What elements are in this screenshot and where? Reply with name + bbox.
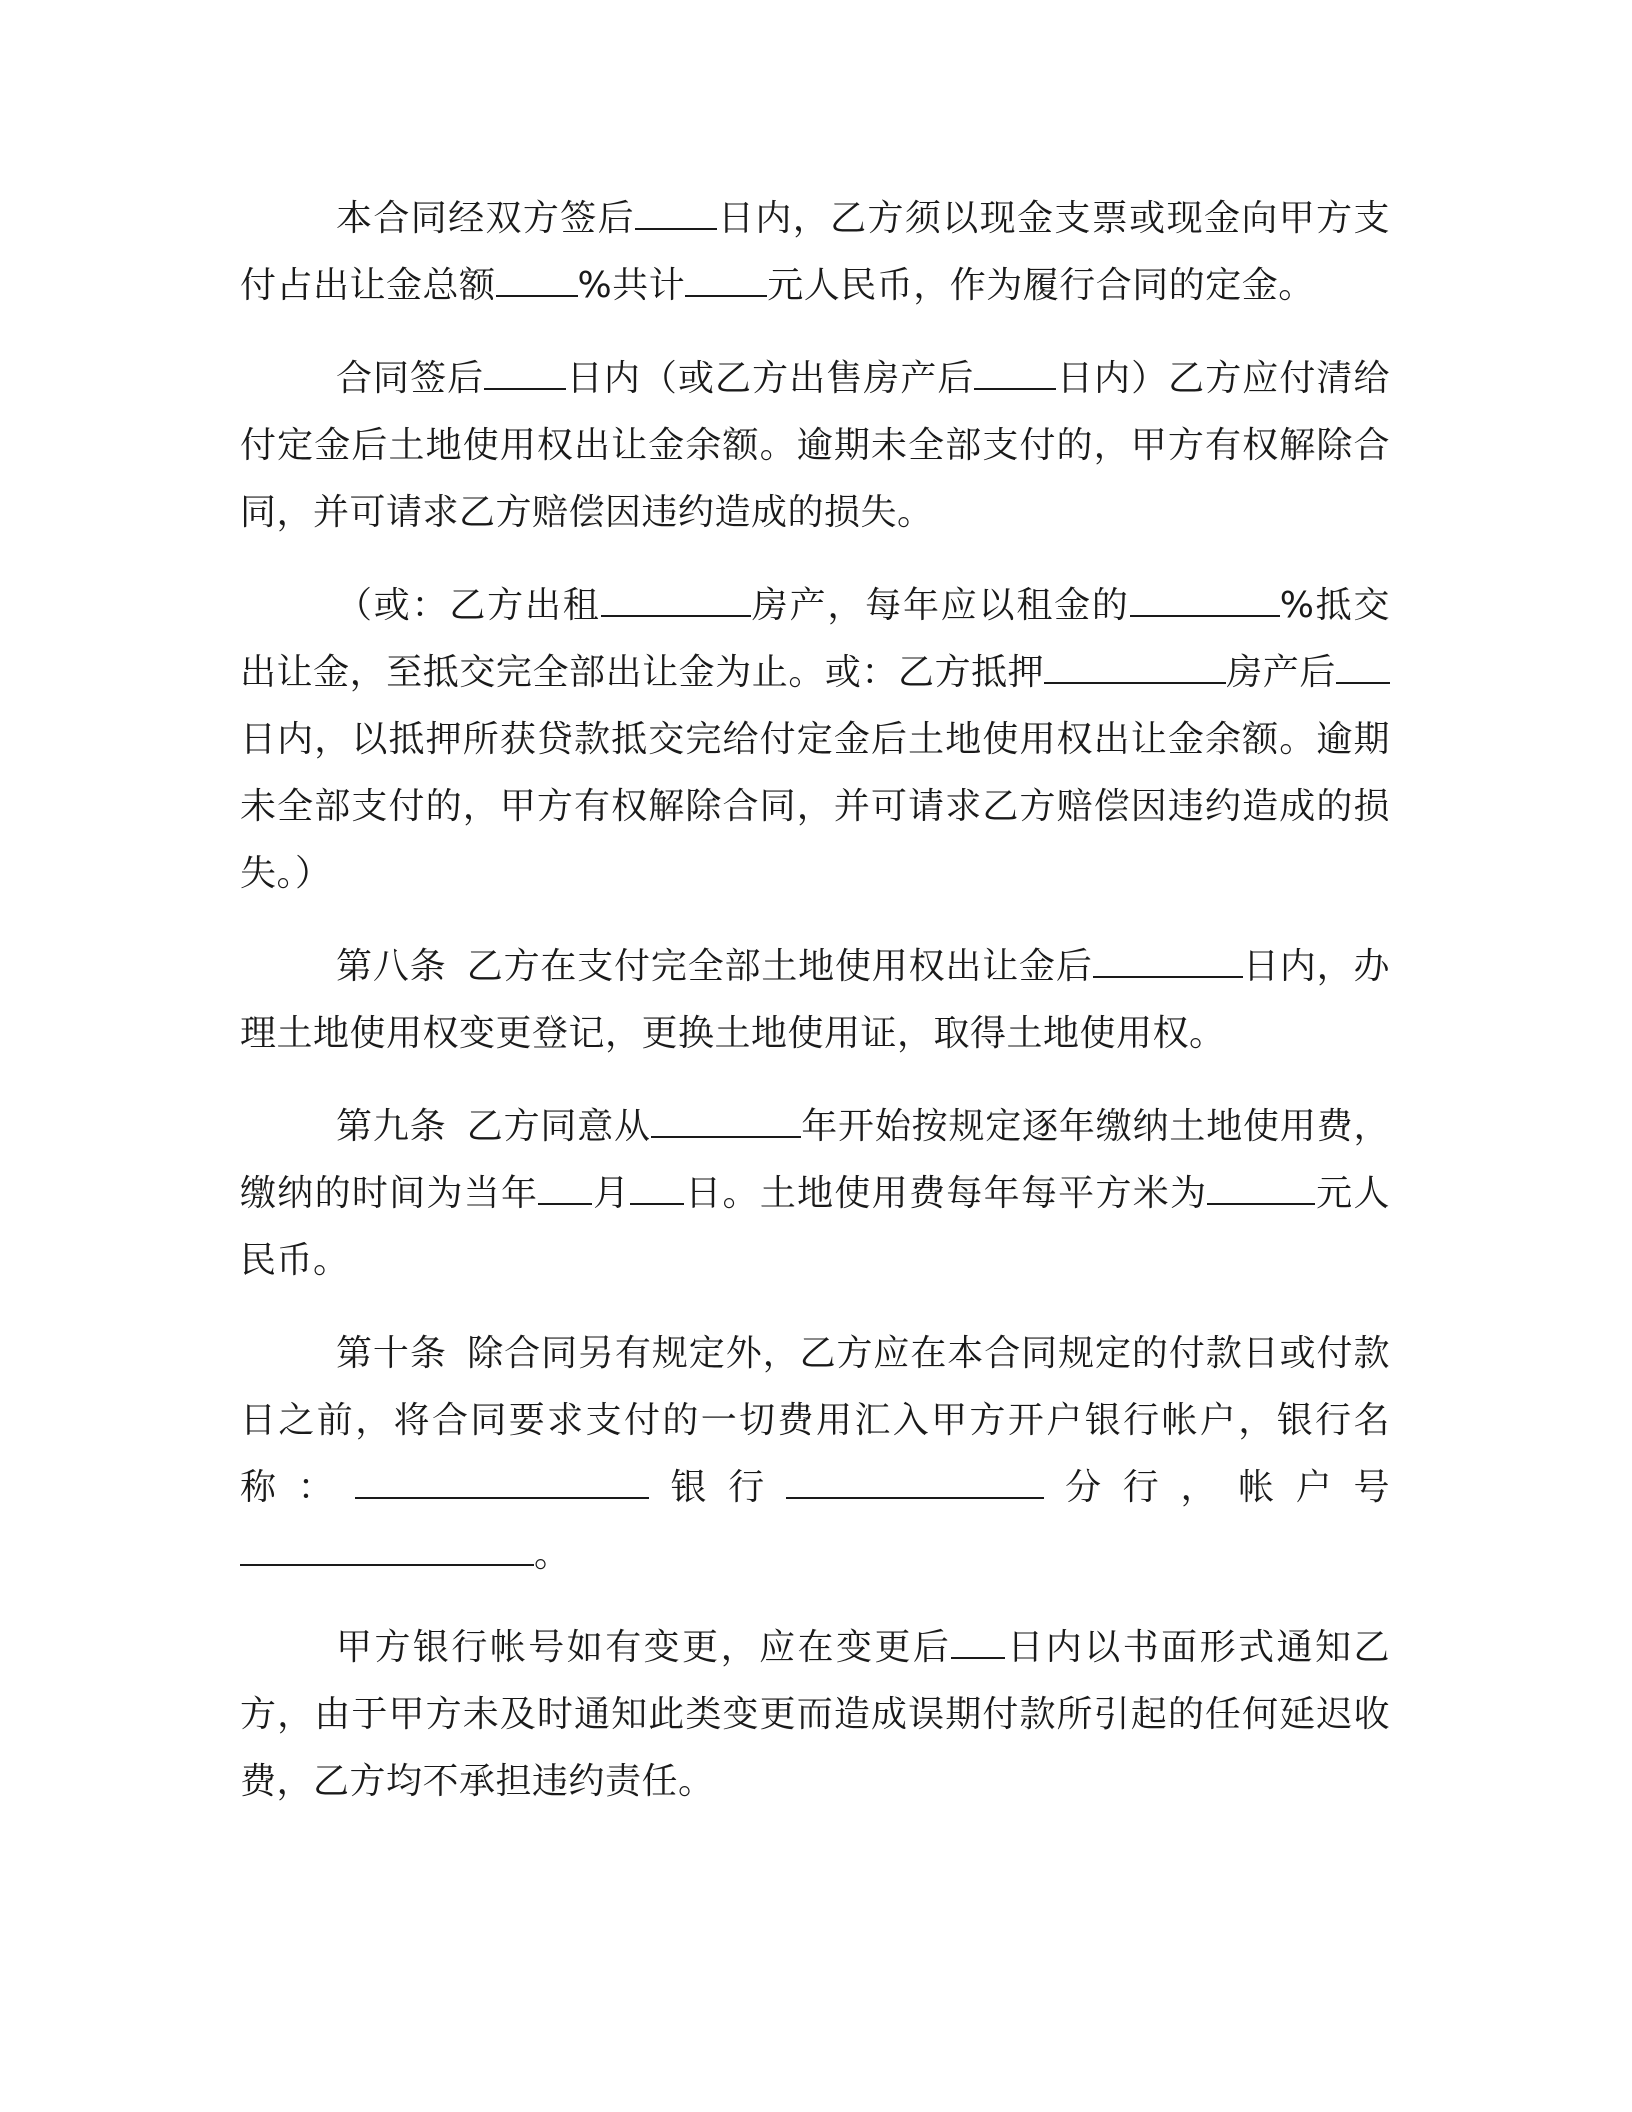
text-fragment: 日内）乙方应付清给付定金后土地使用权出让金余额。逾期未全部支付的，甲方有权解除合同，并可请求乙方赔偿因违约造成的损失。: [240, 358, 1390, 533]
blank-field-percent[interactable]: [496, 265, 578, 297]
blank-field-property[interactable]: [601, 585, 751, 617]
text-fragment: 年开始按规定逐年缴纳土地使用费，缴纳的时间为当年: [240, 1106, 1390, 1214]
text-fragment: 日。土地使用费每年每平方米为: [684, 1173, 1208, 1214]
article-heading: 第九条: [336, 1106, 447, 1147]
text-fragment: %抵交出让金，至抵交完全部出让金为止。或：乙方抵押: [240, 585, 1390, 693]
text-fragment: 乙方在支付完全部土地使用权出让金后: [466, 946, 1093, 987]
blank-field-month[interactable]: [538, 1173, 592, 1205]
paragraph-account-change: [240, 1614, 1390, 1815]
blank-field-amount[interactable]: [685, 265, 767, 297]
text-fragment: 日内以书面形式通知乙方，由于甲方未及时通知此类变更而造成误期付款所引起的任何延迟收费，乙方均不承担违约责任。: [240, 1627, 1390, 1802]
blank-field-fee[interactable]: [1207, 1173, 1315, 1205]
text-fragment: 日内，办理土地使用权变更登记，更换土地使用证，取得土地使用权。: [240, 946, 1390, 1054]
text-fragment: 日内，乙方须以现金支票或现金向甲方支付占出让金总额: [240, 198, 1390, 306]
blank-field-day[interactable]: [630, 1173, 684, 1205]
text-fragment: 合同签后: [336, 358, 485, 399]
text-fragment: 日内，以抵押所获贷款抵交完给付定金后土地使用权出让金余额。逾期未全部支付的，甲方有权解除合同，并可请求乙方赔偿因违约造成的损失。）: [240, 719, 1390, 894]
blank-field-account-number[interactable]: [240, 1534, 534, 1566]
paragraph-alternative-payment: [240, 572, 1390, 907]
text-fragment: 甲方银行帐号如有变更，应在变更后: [336, 1627, 952, 1668]
blank-field-year[interactable]: [651, 1106, 801, 1138]
text-fragment: 除合同另有规定外，乙方应在本合同规定的付款日或付款日之前，将合同要求支付的一切费用汇入甲方开户银行帐户，银行名称：: [240, 1333, 1390, 1508]
blank-field-days[interactable]: [974, 358, 1056, 390]
blank-field-percent[interactable]: [1130, 585, 1280, 617]
paragraph-article-8: [240, 933, 1390, 1067]
text-fragment: 分行，帐户号: [1043, 1467, 1390, 1508]
paragraph-deposit: [240, 185, 1390, 319]
blank-field-bank-name[interactable]: [355, 1467, 649, 1499]
text-fragment: %共计: [577, 265, 686, 306]
text-fragment: 房产，每年应以租金的: [750, 585, 1130, 626]
text-fragment: 房产后: [1226, 652, 1336, 693]
article-heading: 第十条: [336, 1333, 447, 1374]
blank-field-days[interactable]: [484, 358, 566, 390]
text-fragment: 本合同经双方签后: [336, 198, 636, 239]
text-fragment: 月: [592, 1173, 631, 1214]
blank-field-days[interactable]: [951, 1627, 1005, 1659]
paragraph-article-9: [240, 1093, 1390, 1294]
text-fragment: 银行: [649, 1467, 786, 1508]
text-fragment: 乙方同意从: [466, 1106, 651, 1147]
blank-field-property[interactable]: [1044, 652, 1226, 684]
blank-field-days[interactable]: [1093, 946, 1243, 978]
blank-field-days[interactable]: [635, 198, 717, 230]
paragraph-article-10: [240, 1320, 1390, 1588]
text-fragment: 元人民币。: [240, 1173, 1390, 1281]
text-fragment: 日内（或乙方出售房产后: [566, 358, 975, 399]
paragraph-balance-payment: [240, 345, 1390, 546]
blank-field-branch[interactable]: [786, 1467, 1044, 1499]
article-heading: 第八条: [336, 946, 447, 987]
text-fragment: 元人民币，作为履行合同的定金。: [767, 265, 1315, 306]
blank-field-days[interactable]: [1336, 652, 1390, 684]
text-fragment: 。: [534, 1534, 571, 1575]
contract-body: [240, 185, 1390, 1841]
text-fragment: （或：乙方出租: [336, 585, 601, 626]
